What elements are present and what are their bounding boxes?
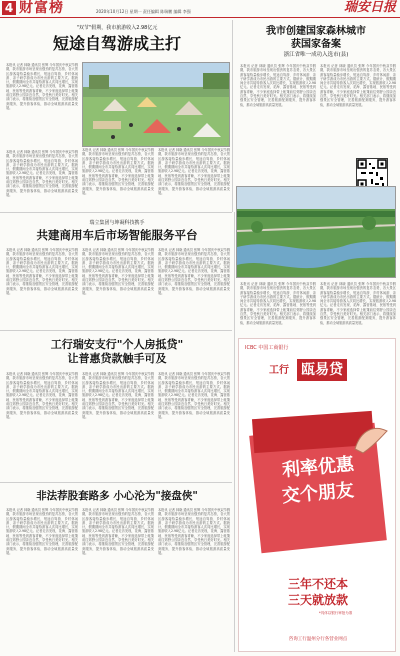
stock-body-col2: 本报讯 记者 林晓 通讯员 张辉 今年国庆中秋双节假期，我市旅游市场呈现出强劲的复苏态势，各大景区游客接待量稳步增长，短途自驾游、乡村休闲游、亲子研学游成为市民出游的主要方式。据统计，假期期间全市共接待游客人次同比增长，实现旅游收入2.98亿元。记者走访发现，花海、露营基地、民宿等受到游客青睐，不少家庭选择带上帐篷前往郊野公园亲近自然，享受秋日美好时光。相关部门表示，将继续加强景区安全管理，完善旅游配套服务，提升游客体验，推动全域旅游高质量发展。: [82, 508, 154, 555]
section-rule: [0, 212, 232, 213]
icbc-body-col1: 本报讯 记者 林晓 通讯员 张辉 今年国庆中秋双节假期，我市旅游市场呈现出强劲的复苏态势，各大景区游客接待量稳步增长，短途自驾游、乡村休闲游、亲子研学游成为市民出游的主要方式。据统计，假期期间全市共接待游客人次同比增长，实现旅游收入2.98亿元。记者走访发现，花海、露营基地、民宿等受到游客青睐，不少家庭选择带上帐篷前往郊野公园亲近自然，享受秋日美好时光。相关部门表示，将继续加强景区安全管理，完善旅游配套服务，提升游客体验，推动全域旅游高质量发展。: [6, 372, 78, 419]
icbc-headline-line2: 让普惠贷款触手可及: [67, 352, 167, 365]
qr-pattern-icon: [357, 159, 387, 189]
river-landscape-illustration: [237, 187, 396, 278]
masthead-logo: 瑞安日报: [343, 0, 396, 15]
platform-body-col2: 本报讯 记者 林晓 通讯员 张辉 今年国庆中秋双节假期，我市旅游市场呈现出强劲的复苏态势，各大景区游客接待量稳步增长，短途自驾游、乡村休闲游、亲子研学游成为市民出游的主要方式。据统计，假期期间全市共接待游客人次同比增长，实现旅游收入2.98亿元。记者走访发现，花海、露营基地、民宿等受到游客青睐，不少家庭选择带上帐篷前往郊野公园亲近自然，享受秋日美好时光。相关部门表示，将继续加强景区安全管理，完善旅游配套服务，提升游客体验，推动全域旅游高质量发展。: [82, 248, 154, 295]
section-rule-2: [0, 330, 232, 331]
platform-body-col3: 本报讯 记者 林晓 通讯员 张辉 今年国庆中秋双节假期，我市旅游市场呈现出强劲的复苏态势，各大景区游客接待量稳步增长，短途自驾游、乡村休闲游、亲子研学游成为市民出游的主要方式。据统计，假期期间全市共接待游客人次同比增长，实现旅游收入2.98亿元。记者走访发现，花海、露营基地、民宿等受到游客青睐，不少家庭选择带上帐篷前往郊野公园亲近自然，享受秋日美好时光。相关部门表示，将继续加强景区安全管理，完善旅游配套服务，提升游客体验，推动全域旅游高质量发展。: [158, 248, 230, 295]
forest-body-col3: 本报讯 记者 林晓 通讯员 张辉 今年国庆中秋双节假期，我市旅游市场呈现出强劲的复苏态势，各大景区游客接待量稳步增长，短途自驾游、乡村休闲游、亲子研学游成为市民出游的主要方式。据统计，假期期间全市共接待游客人次同比增长，实现旅游收入2.98亿元。记者走访发现，花海、露营基地、民宿等受到游客青睐，不少家庭选择带上帐篷前往郊野公园亲近自然，享受秋日美好时光。相关部门表示，将继续加强景区安全管理，完善旅游配套服务，提升游客体验，推动全域旅游高质量发展。: [240, 282, 316, 325]
section-rule-3: [0, 482, 232, 483]
forest-photo: [236, 186, 396, 278]
platform-kicker: 瑞立集团与坤凝科技携手: [89, 220, 145, 226]
section-title: 财富榜: [19, 0, 64, 16]
holiday-body-col1b: 本报讯 记者 林晓 通讯员 张辉 今年国庆中秋双节假期，我市旅游市场呈现出强劲的复苏态势，各大景区游客接待量稳步增长，短途自驾游、乡村休闲游、亲子研学游成为市民出游的主要方式。据统计，假期期间全市共接待游客人次同比增长，实现旅游收入2.98亿元。记者走访发现，花海、露营基地、民宿等受到游客青睐，不少家庭选择带上帐篷前往郊野公园亲近自然，享受秋日美好时光。相关部门表示，将继续加强景区安全管理，完善旅游配套服务，提升游客体验，推动全域旅游高质量发展。: [6, 150, 78, 197]
ad-bank-name: 中国工商银行: [258, 345, 289, 351]
stock-body-col1: 本报讯 记者 林晓 通讯员 张辉 今年国庆中秋双节假期，我市旅游市场呈现出强劲的复苏态势，各大景区游客接待量稳步增长，短途自驾游、乡村休闲游、亲子研学游成为市民出游的主要方式。据统计，假期期间全市共接待游客人次同比增长，实现旅游收入2.98亿元。记者走访发现，花海、露营基地、民宿等受到游客青睐，不少家庭选择带上帐篷前往郊野公园亲近自然，享受秋日美好时光。相关部门表示，将继续加强景区安全管理，完善旅游配套服务，提升游客体验，推动全域旅游高质量发展。: [6, 508, 78, 555]
ad-big-line1: 利率优惠: [281, 453, 355, 482]
ad-brand-name: 瓯易贷: [297, 359, 347, 381]
camping-scene-illustration: [83, 63, 230, 147]
column-divider-lower: [234, 212, 235, 652]
ad-slogan-1: 三年不还本: [287, 577, 348, 591]
icbc-headline-line1: 工行瑞安支行"个人房抵贷": [50, 338, 184, 351]
issue-meta: 2020年10月12日 星期一 责任编辑 陈瑞鹏 编辑 李强: [96, 9, 191, 14]
forest-headline-line1: 我市创建国家森林城市: [266, 26, 366, 37]
stock-body-col3: 本报讯 记者 林晓 通讯员 张辉 今年国庆中秋双节假期，我市旅游市场呈现出强劲的复苏态势，各大景区游客接待量稳步增长，短途自驾游、乡村休闲游、亲子研学游成为市民出游的主要方式。据统计，假期期间全市共接待游客人次同比增长，实现旅游收入2.98亿元。记者走访发现，花海、露营基地、民宿等受到游客青睐，不少家庭选择带上帐篷前往郊野公园亲近自然，享受秋日美好时光。相关部门表示，将继续加强景区安全管理，完善旅游配套服务，提升游客体验，推动全域旅游高质量发展。: [158, 508, 230, 555]
holiday-headline: 短途自驾游成主打: [52, 34, 181, 53]
holiday-kicker: "双节"假期，我市旅游收入2.98亿元: [76, 25, 158, 31]
ad-brand-prefix: 工行: [269, 365, 289, 376]
ad-big-line2: 交个朋友: [281, 479, 355, 508]
forest-headline-line2: 获国家备案: [291, 39, 341, 50]
header-rule: [0, 17, 400, 18]
ad-note: *具体以银行审批为准: [319, 611, 353, 615]
forest-body-col4: 本报讯 记者 林晓 通讯员 张辉 今年国庆中秋双节假期，我市旅游市场呈现出强劲的复苏态势，各大景区游客接待量稳步增长，短途自驾游、乡村休闲游、亲子研学游成为市民出游的主要方式。据统计，假期期间全市共接待游客人次同比增长，实现旅游收入2.98亿元。记者走访发现，花海、露营基地、民宿等受到游客青睐，不少家庭选择带上帐篷前往郊野公园亲近自然，享受秋日美好时光。相关部门表示，将继续加强景区安全管理，完善旅游配套服务，提升游客体验，推动全域旅游高质量发展。: [320, 282, 396, 325]
holiday-photo: [82, 62, 230, 147]
ad-slogan-2: 三天就放款: [287, 593, 348, 607]
stock-headline: 非法荐股套路多 小心沦为"接盘侠": [36, 490, 198, 502]
forest-body-col2: 本报讯 记者 林晓 通讯员 张辉 今年国庆中秋双节假期，我市旅游市场呈现出强劲的复苏态势，各大景区游客接待量稳步增长，短途自驾游、乡村休闲游、亲子研学游成为市民出游的主要方式。据统计，假期期间全市共接待游客人次同比增长，实现旅游收入2.98亿元。记者走访发现，花海、露营基地、民宿等受到游客青睐，不少家庭选择带上帐篷前往郊野公园亲近自然，享受秋日美好时光。相关部门表示，将继续加强景区安全管理，完善旅游配套服务，提升游客体验，推动全域旅游高质量发展。: [320, 64, 396, 107]
holiday-body-col1: 本报讯 记者 林晓 通讯员 张辉 今年国庆中秋双节假期，我市旅游市场呈现出强劲的复苏态势，各大景区游客接待量稳步增长，短途自驾游、乡村休闲游、亲子研学游成为市民出游的主要方式。据统计，假期期间全市共接待游客人次同比增长，实现旅游收入2.98亿元。记者走访发现，花海、露营基地、民宿等受到游客青睐，不少家庭选择带上帐篷前往郊野公园亲近自然，享受秋日美好时光。相关部门表示，将继续加强景区安全管理，完善旅游配套服务，提升游客体验，推动全域旅游高质量发展。: [6, 63, 78, 110]
ad-bank-short: ICBC: [245, 345, 257, 351]
forest-subhead: 浙江省唯一成功入选市(县): [283, 52, 349, 58]
ad-footer: 咨询工行温州分行各营业网点: [288, 637, 348, 642]
icbc-body-col3: 本报讯 记者 林晓 通讯员 张辉 今年国庆中秋双节假期，我市旅游市场呈现出强劲的复苏态势，各大景区游客接待量稳步增长，短途自驾游、乡村休闲游、亲子研学游成为市民出游的主要方式。据统计，假期期间全市共接待游客人次同比增长，实现旅游收入2.98亿元。记者走访发现，花海、露营基地、民宿等受到游客青睐，不少家庭选择带上帐篷前往郊野公园亲近自然，享受秋日美好时光。相关部门表示，将继续加强景区安全管理，完善旅游配套服务，提升游客体验，推动全域旅游高质量发展。: [158, 372, 230, 419]
icbc-body-col2: 本报讯 记者 林晓 通讯员 张辉 今年国庆中秋双节假期，我市旅游市场呈现出强劲的复苏态势，各大景区游客接待量稳步增长，短途自驾游、乡村休闲游、亲子研学游成为市民出游的主要方式。据统计，假期期间全市共接待游客人次同比增长，实现旅游收入2.98亿元。记者走访发现，花海、露营基地、民宿等受到游客青睐，不少家庭选择带上帐篷前往郊野公园亲近自然，享受秋日美好时光。相关部门表示，将继续加强景区安全管理，完善旅游配套服务，提升游客体验，推动全域旅游高质量发展。: [82, 372, 154, 419]
platform-headline: 共建商用车后市场智能服务平台: [36, 228, 198, 242]
holiday-body-col2: 本报讯 记者 林晓 通讯员 张辉 今年国庆中秋双节假期，我市旅游市场呈现出强劲的复苏态势，各大景区游客接待量稳步增长，短途自驾游、乡村休闲游、亲子研学游成为市民出游的主要方式。据统计，假期期间全市共接待游客人次同比增长，实现旅游收入2.98亿元。记者走访发现，花海、露营基地、民宿等受到游客青睐，不少家庭选择带上帐篷前往郊野公园亲近自然，享受秋日美好时光。相关部门表示，将继续加强景区安全管理，完善旅游配套服务，提升游客体验，推动全域旅游高质量发展。: [82, 148, 154, 195]
forest-body-col1: 本报讯 记者 林晓 通讯员 张辉 今年国庆中秋双节假期，我市旅游市场呈现出强劲的复苏态势，各大景区游客接待量稳步增长，短途自驾游、乡村休闲游、亲子研学游成为市民出游的主要方式。据统计，假期期间全市共接待游客人次同比增长，实现旅游收入2.98亿元。记者走访发现，花海、露营基地、民宿等受到游客青睐，不少家庭选择带上帐篷前往郊野公园亲近自然，享受秋日美好时光。相关部门表示，将继续加强景区安全管理，完善旅游配套服务，提升游客体验，推动全域旅游高质量发展。: [240, 64, 316, 107]
holiday-body-col3: 本报讯 记者 林晓 通讯员 张辉 今年国庆中秋双节假期，我市旅游市场呈现出强劲的复苏态势，各大景区游客接待量稳步增长，短途自驾游、乡村休闲游、亲子研学游成为市民出游的主要方式。据统计，假期期间全市共接待游客人次同比增长，实现旅游收入2.98亿元。记者走访发现，花海、露营基地、民宿等受到游客青睐，不少家庭选择带上帐篷前往郊野公园亲近自然，享受秋日美好时光。相关部门表示，将继续加强景区安全管理，完善旅游配套服务，提升游客体验，推动全域旅游高质量发展。: [158, 148, 230, 195]
column-divider: [232, 20, 233, 212]
page-number: 4: [2, 1, 16, 15]
icbc-advertisement: [238, 338, 396, 652]
ad-bank-logo: [245, 345, 288, 351]
platform-body-col1: 本报讯 记者 林晓 通讯员 张辉 今年国庆中秋双节假期，我市旅游市场呈现出强劲的复苏态势，各大景区游客接待量稳步增长，短途自驾游、乡村休闲游、亲子研学游成为市民出游的主要方式。据统计，假期期间全市共接待游客人次同比增长，实现旅游收入2.98亿元。记者走访发现，花海、露营基地、民宿等受到游客青睐，不少家庭选择带上帐篷前往郊野公园亲近自然，享受秋日美好时光。相关部门表示，将继续加强景区安全管理，完善旅游配套服务，提升游客体验，推动全域旅游高质量发展。: [6, 248, 78, 295]
